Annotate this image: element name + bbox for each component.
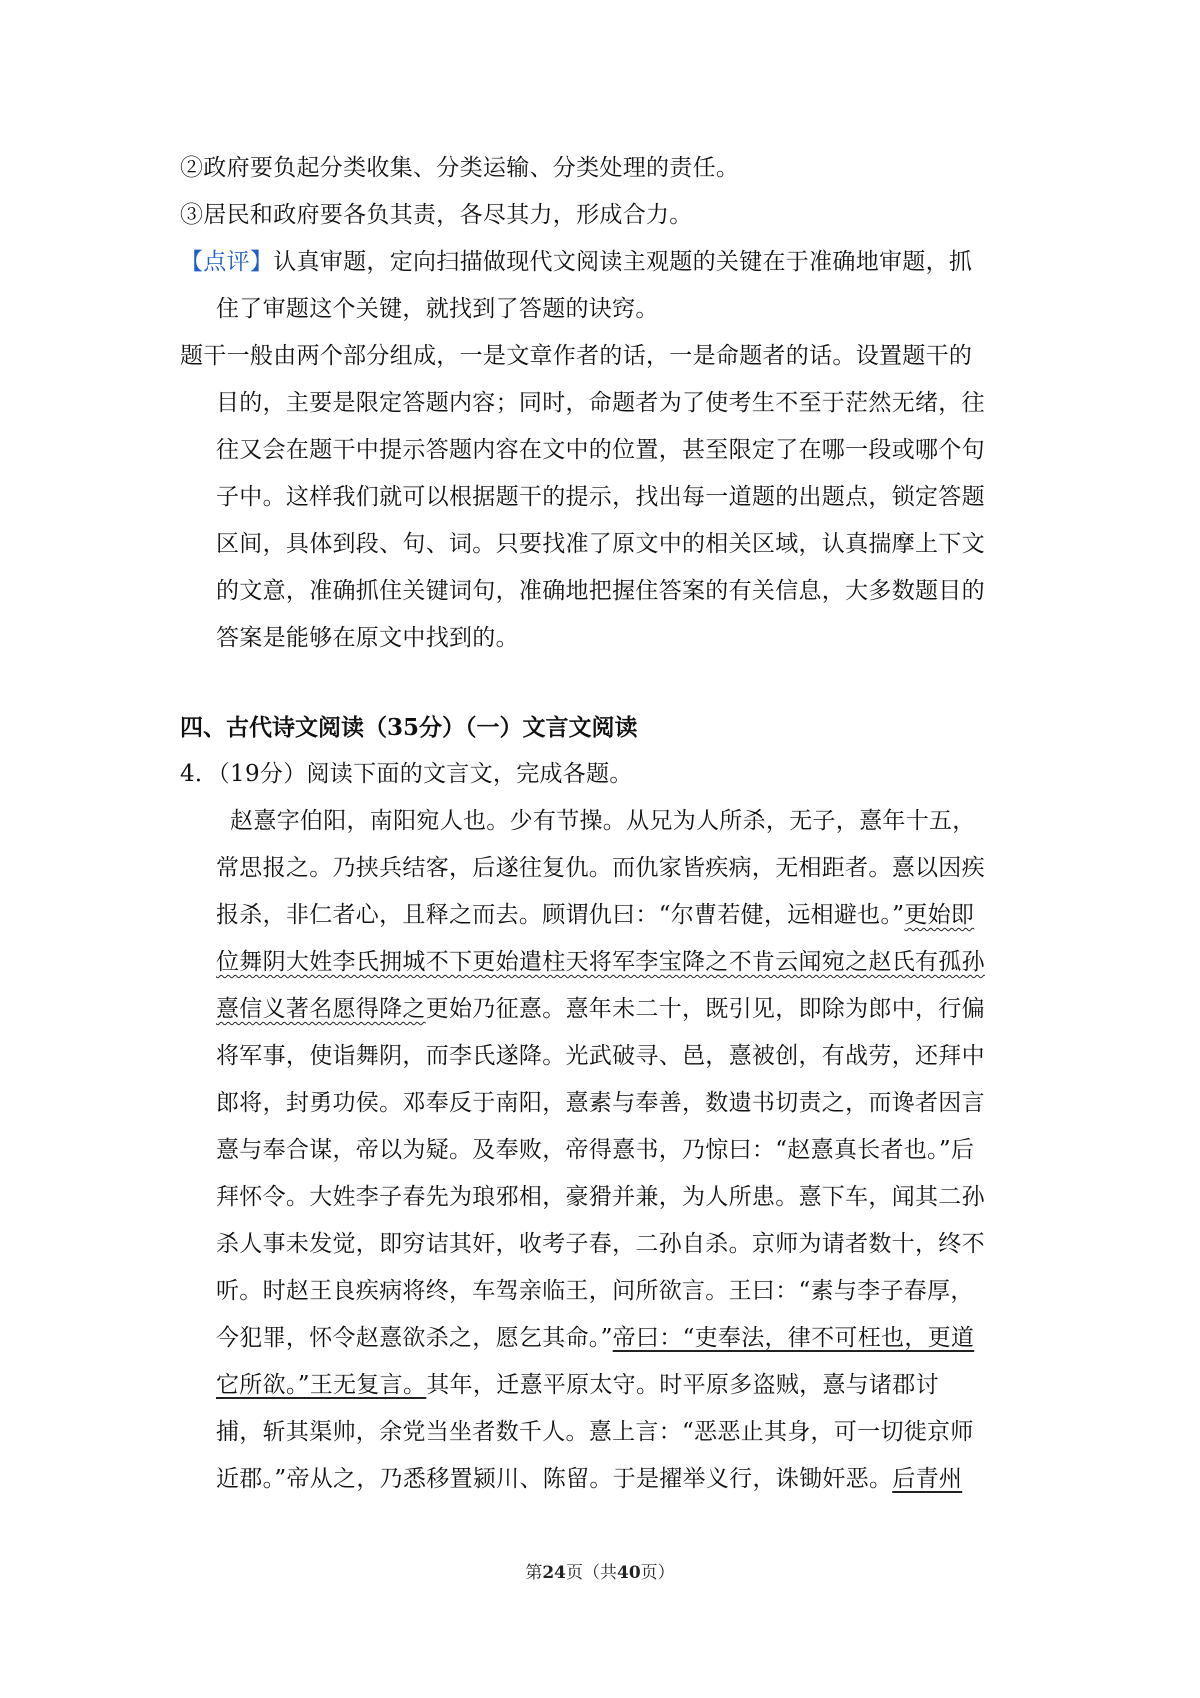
underlined-text: 后青州 [892, 1466, 963, 1492]
comment-tag: 【点评】 [180, 249, 274, 275]
explanation-line: 子中。这样我们就可以根据题干的提示，找出每一道题的出题点，锁定答题 [216, 484, 985, 510]
passage-line [180, 1362, 1025, 1409]
passage-line [180, 892, 1025, 939]
passage-text: 今犯罪，怀令赵憙欲杀之，愿乞其命。” [216, 1325, 613, 1351]
explanation-block [180, 333, 1025, 662]
passage-text: 近郡。”帝从之，乃悉移置颍川、陈留。于是擢举义行，诛锄奸恶。 [216, 1466, 893, 1492]
footer-prefix: 第 [525, 1563, 543, 1583]
passage-line: 郎将，封勇功侯。邓奉反于南阳，憙素与奉善，数遗书切责之，而谗者因言 [216, 1090, 985, 1116]
footer-page-number: 24 [542, 1563, 566, 1583]
footer-suffix: 页） [640, 1563, 675, 1583]
comment-text-1: 认真审题，定向扫描做现代文阅读主观题的关键在于准确地审题，抓 [273, 249, 973, 275]
wavy-underlined-text: 憙信义著名愿得降之 [216, 996, 426, 1022]
passage-line [180, 986, 1025, 1033]
comment-line-2: 住了审题这个关键，就找到了答题的诀窍。 [216, 296, 659, 322]
footer-mid: 页（共 [566, 1563, 617, 1583]
explanation-line: 答案是能够在原文中找到的。 [216, 625, 519, 651]
passage-line: 听。时赵王良疾病将终，车驾亲临王，问所欲言。王曰：“素与李子春厚， [216, 1278, 974, 1304]
passage-text: 报杀，非仁者心，且释之而去。顾谓仇曰：“尔曹若健，远相避也。” [216, 902, 905, 928]
passage-line: 赵憙字伯阳，南阳宛人也。少有节操。从兄为人所杀，无子，憙年十五， [230, 808, 976, 834]
answer-item-2: ②政府要负起分类收集、分类运输、分类处理的责任。 [180, 155, 740, 181]
passage-line: 将军事，使诣舞阴，而李氏遂降。光武破寻、邑，憙被创，有战劳，还拜中 [216, 1043, 985, 1069]
passage-text: 其年，迁憙平原太守。时平原多盗贼，憙与诸郡讨 [426, 1372, 939, 1398]
passage-line [180, 939, 1025, 986]
explanation-line: 的文意，准确抓住关键词句，准确地把握住答案的有关信息，大多数题目的 [216, 578, 985, 604]
question-stem: 4．（19分）阅读下面的文言文，完成各题。 [180, 761, 633, 787]
passage-line: 捕，斩其渠帅，余党当坐者数千人。憙上言：“恶恶止其身，可一切徙京师 [216, 1419, 974, 1445]
explanation-line: 目的，主要是限定答题内容；同时，命题者为了使考生不至于茫然无绪，往 [216, 390, 985, 416]
answer-item-3: ③居民和政府要各负其责，各尽其力，形成合力。 [180, 202, 693, 228]
passage-line: 杀人事未发觉，即穷诘其奸，收考子春，二孙自杀。京师为请者数十，终不 [216, 1231, 985, 1257]
wavy-underlined-text: 位舞阴大姓李氏拥城不下更始遣柱天将军李宝降之不肯云闻宛之赵氏有孤孙 [216, 949, 985, 975]
page-content [180, 145, 1025, 1503]
footer-total-pages: 40 [617, 1563, 641, 1583]
comment-block [180, 239, 1025, 333]
underlined-text: 帝曰：“吏奉法，律不可枉也，更道 [612, 1325, 975, 1351]
passage-line [180, 1315, 1025, 1362]
wavy-underlined-text: 更始即 [904, 902, 975, 928]
passage-line [180, 1456, 1025, 1503]
underlined-text: 它所欲。”王无复言。 [216, 1372, 427, 1398]
passage-text: 更始乃征憙。憙年未二十，既引见，即除为郎中，行偏 [425, 996, 985, 1022]
passage-line: 常思报之。乃挟兵结客，后遂往复仇。而仇家皆疾病，无相距者。憙以因疾 [216, 855, 985, 881]
passage-line: 憙与奉合谋，帝以为疑。及奉败，帝得憙书，乃惊曰：“赵憙真长者也。”后 [216, 1137, 975, 1163]
explanation-line: 往又会在题干中提示答题内容在文中的位置，甚至限定了在哪一段或哪个句 [216, 437, 985, 463]
passage-line: 拜怀令。大姓李子春先为琅邪相，豪猾并兼，为人所患。憙下车，闻其二孙 [216, 1184, 985, 1210]
explanation-line: 题干一般由两个部分组成，一是文章作者的话，一是命题者的话。设置题干的 [180, 343, 973, 369]
classical-passage [180, 798, 1025, 1503]
section-title: 四、古代诗文阅读（35分）（一）文言文阅读 [180, 714, 638, 741]
page-footer [0, 1558, 1200, 1583]
comment-line-1 [180, 239, 1025, 286]
explanation-line: 区间，具体到段、句、词。只要找准了原文中的相关区域，认真揣摩上下文 [216, 531, 985, 557]
